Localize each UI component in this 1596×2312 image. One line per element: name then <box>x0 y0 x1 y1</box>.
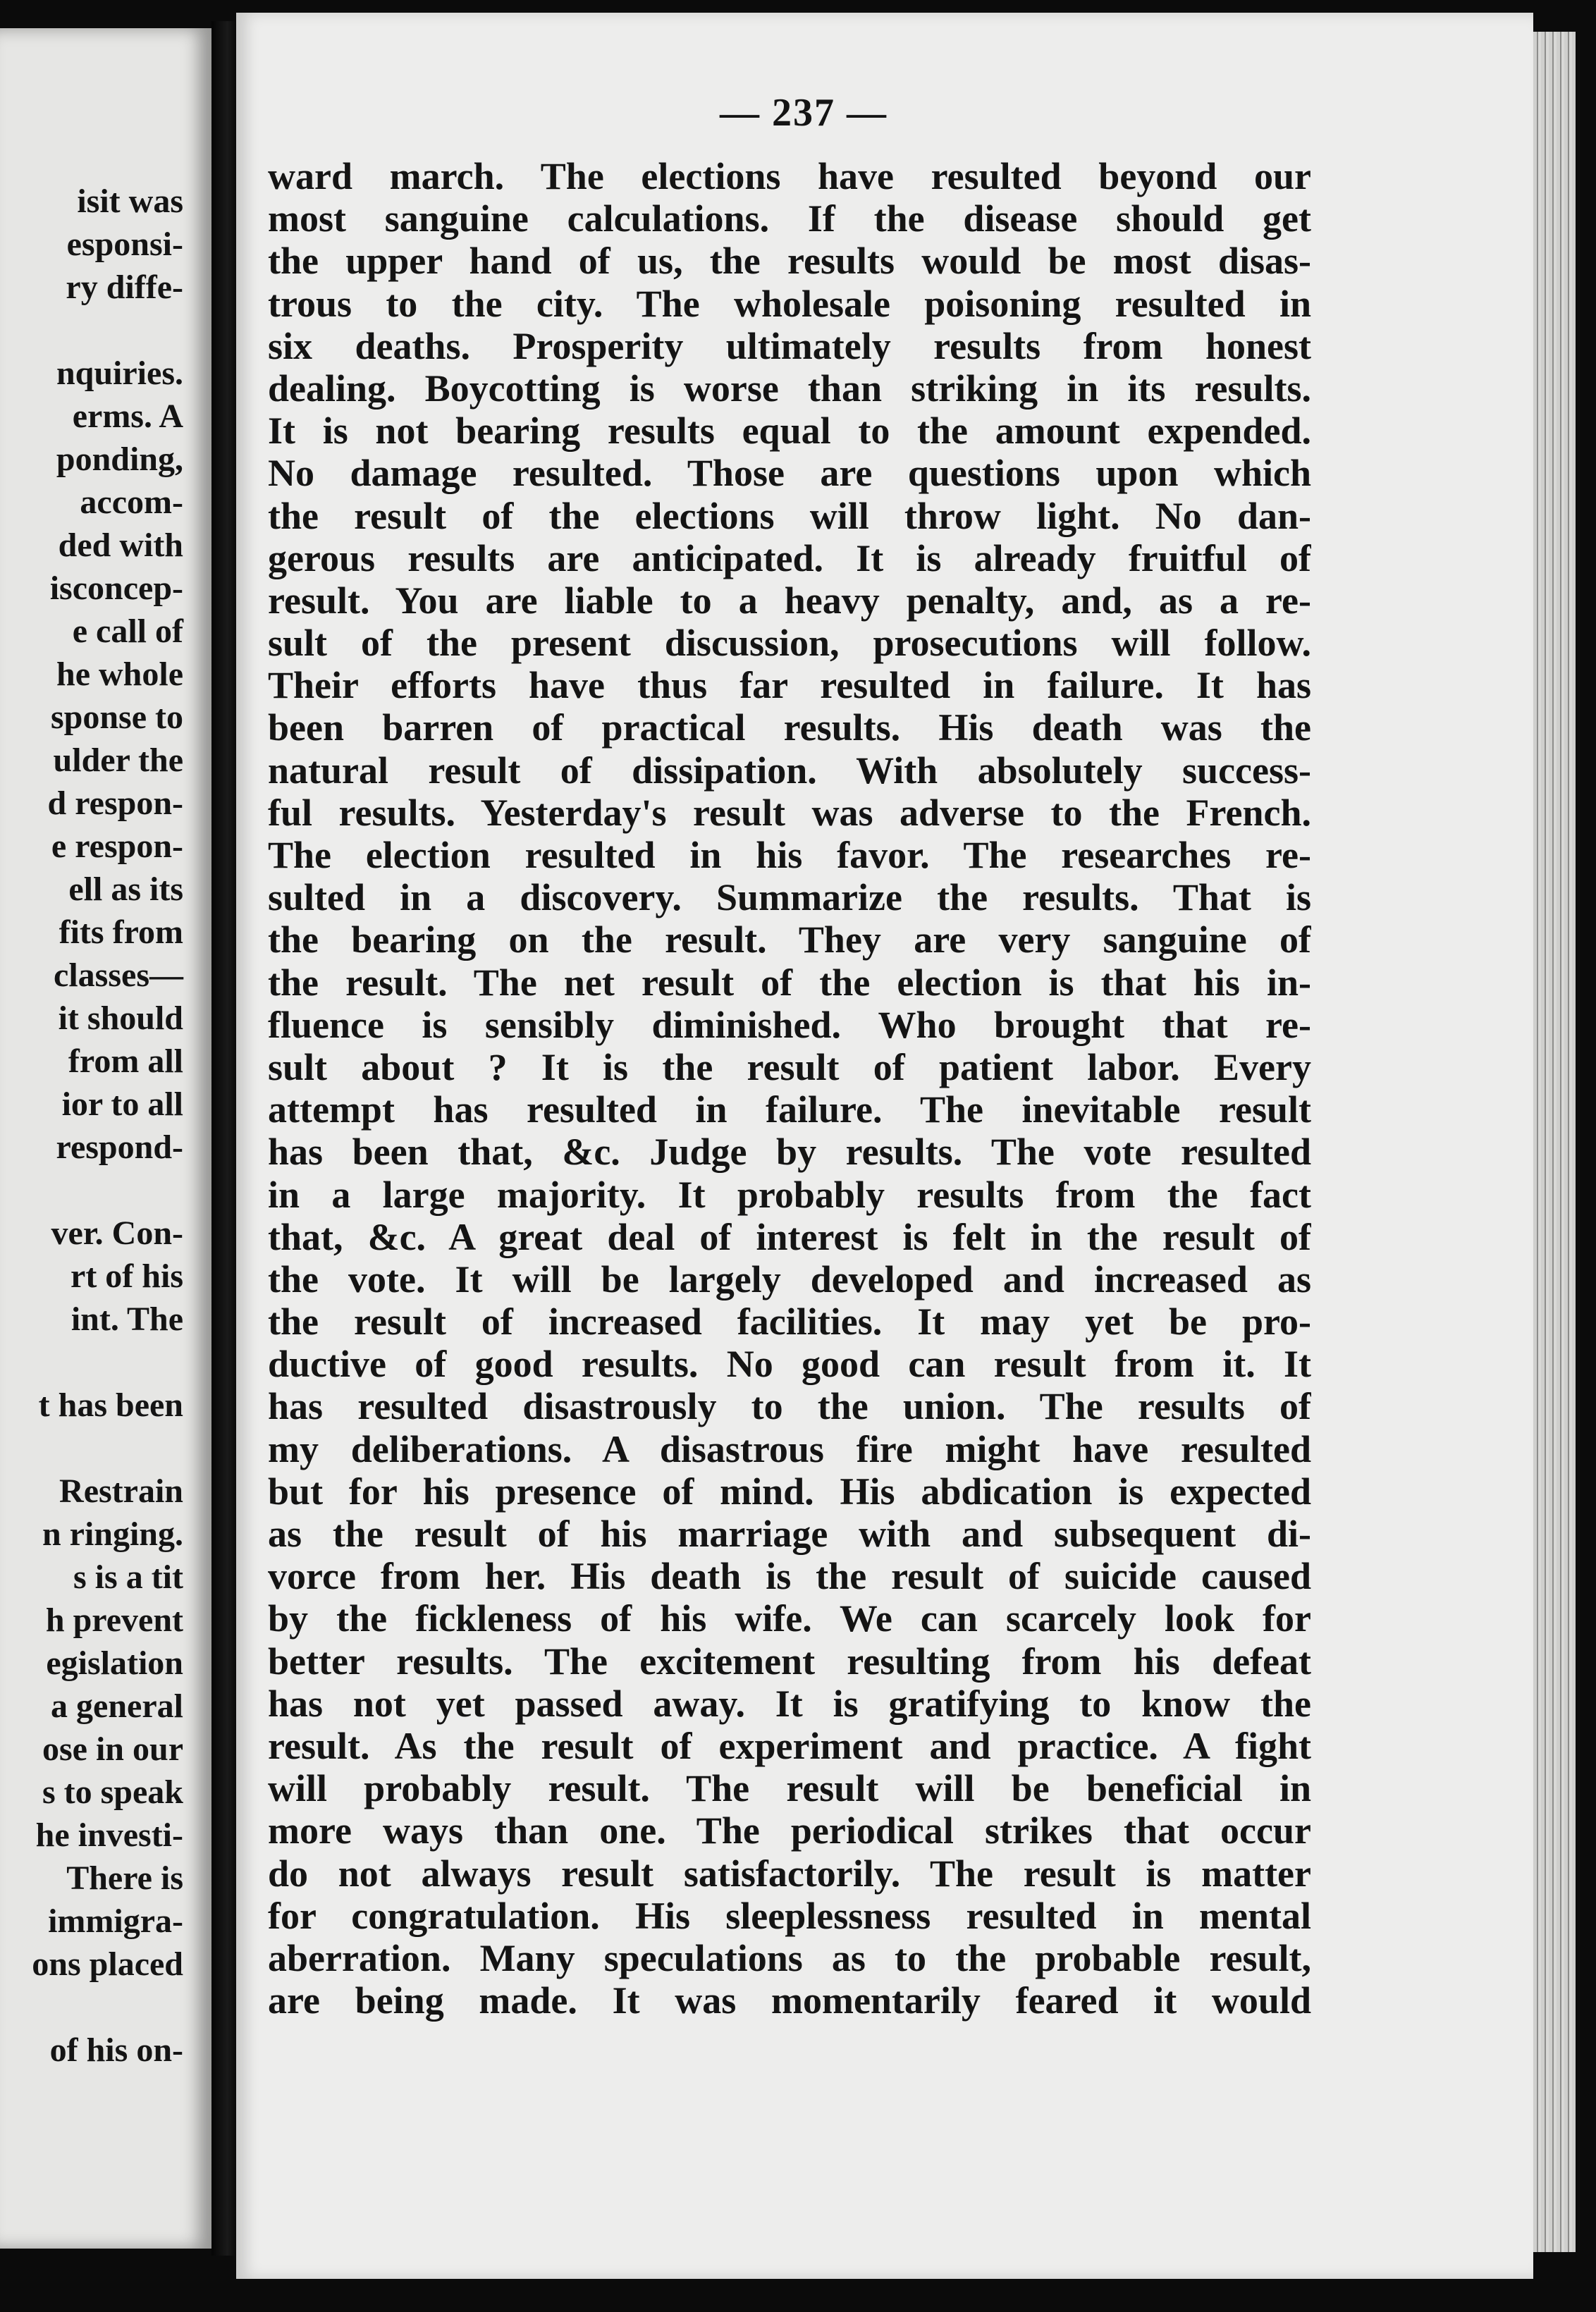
text-line: as the result of his marriage with and subsequent di- <box>268 1513 1311 1555</box>
page-edges <box>1533 32 1576 2252</box>
left-page-line: esponsi- <box>66 226 183 263</box>
left-page-line: ose in our <box>42 1730 183 1768</box>
text-line: ful results. Yesterday's result was adverse to the French. <box>268 791 1311 834</box>
left-page-line: rt of his <box>70 1258 183 1295</box>
text-line: sult of the present discussion, prosecutions will follow. <box>268 622 1311 665</box>
left-page-line: it should <box>58 1000 183 1037</box>
text-line: natural result of dissipation. With absolutely success- <box>268 749 1311 792</box>
text-line: vorce from her. His death is the result of suicide caused <box>268 1555 1311 1598</box>
text-line: the result of increased facilities. It may yet be pro- <box>268 1300 1311 1343</box>
left-page-line: of his on- <box>49 2031 183 2069</box>
left-page-line: s to speak <box>42 1773 183 1811</box>
text-line: in a large majority. It probably results from the fact <box>268 1173 1311 1216</box>
text-line: trous to the city. The wholesale poisoning resulted in <box>268 282 1311 325</box>
text-line: It is not bearing results equal to the amount expended. <box>268 410 1311 453</box>
left-page-line: e call of <box>72 613 183 650</box>
left-page-line <box>0 1986 183 2029</box>
text-line: has not yet passed away. It is gratifying to know the <box>268 1682 1311 1725</box>
text-line: the bearing on the result. They are very sanguine of <box>268 918 1311 961</box>
left-page-line: ded with <box>58 527 183 564</box>
left-page-line: accom- <box>80 484 183 521</box>
text-line: No damage resulted. Those are questions upon which <box>268 452 1311 495</box>
left-page-line: There is <box>66 1859 183 1897</box>
left-page-line: egislation <box>46 1644 183 1682</box>
left-page-line: ior to all <box>61 1086 183 1123</box>
text-line: the vote. It will be largely developed and increased as <box>268 1258 1311 1300</box>
left-page-line: classes— <box>54 957 183 994</box>
left-page-line: Restrain <box>59 1472 183 1510</box>
text-line: result. You are liable to a heavy penalty, and, as a re- <box>268 579 1311 622</box>
text-line: has resulted disastrously to the union. The results of <box>268 1385 1311 1428</box>
left-page-line: h prevent <box>45 1601 183 1639</box>
left-page-line: a general <box>51 1687 183 1725</box>
left-facing-page <box>0 28 211 2249</box>
left-page-line: d respon- <box>47 785 183 822</box>
text-line: sulted in a discovery. Summarize the results. That is <box>268 876 1311 919</box>
text-line: has been that, &c. Judge by results. The vote resulted <box>268 1131 1311 1174</box>
text-line: result. As the result of experiment and practice. A fight <box>268 1724 1311 1767</box>
left-page-line: he whole <box>56 656 183 693</box>
text-line: six deaths. Prosperity ultimately results from honest <box>268 324 1311 367</box>
text-line: ductive of good results. No good can result from it. It <box>268 1343 1311 1386</box>
text-line: do not always result satisfactorily. The result is matter <box>268 1852 1311 1895</box>
left-page-line: ry diffe- <box>66 269 183 306</box>
text-line: better results. The excitement resulting from his defeat <box>268 1640 1311 1683</box>
text-line: my deliberations. A disastrous fire might have resulted <box>268 1427 1311 1470</box>
text-line: by the fickleness of his wife. We can scarcely look for <box>268 1597 1311 1640</box>
page-number: — 237 — <box>720 91 888 135</box>
text-line: more ways than one. The periodical strikes that occur <box>268 1809 1311 1852</box>
left-page-line: isit was <box>77 183 183 220</box>
left-page-line: n ringing. <box>42 1515 183 1553</box>
left-page-line <box>0 1169 183 1212</box>
text-line: the result of the elections will throw light. No dan- <box>268 494 1311 537</box>
left-page-line: ell as its <box>68 871 183 908</box>
body-text <box>268 155 1311 2022</box>
left-page-line <box>0 1427 183 1470</box>
left-page-line: isconcep- <box>49 570 183 607</box>
left-page-line: fits from <box>59 914 183 951</box>
text-line: for congratulation. His sleeplessness resulted in mental <box>268 1894 1311 1937</box>
left-page-line: ulder the <box>53 742 183 779</box>
text-line: Their efforts have thus far resulted in failure. It has <box>268 664 1311 707</box>
text-line: gerous results are anticipated. It is already fruitful of <box>268 536 1311 579</box>
left-page-line: erms. A <box>72 398 183 435</box>
text-line: the result. The net result of the election is that his in- <box>268 961 1311 1004</box>
left-page-line: nquiries. <box>56 355 183 392</box>
text-line: dealing. Boycotting is worse than striking in its results. <box>268 367 1311 410</box>
text-line: ward march. The elections have resulted beyond our <box>268 155 1311 197</box>
text-line: most sanguine calculations. If the disease should get <box>268 197 1311 240</box>
left-page-text <box>0 180 183 2072</box>
left-page-line: ponding, <box>56 441 183 478</box>
left-page-line <box>0 1341 183 1384</box>
left-page-line: t has been <box>38 1386 183 1424</box>
left-page-line: int. The <box>70 1300 183 1338</box>
left-page-line: ver. Con- <box>51 1215 183 1252</box>
left-page-line: ons placed <box>32 1945 183 1983</box>
text-line: the upper hand of us, the results would be most disas- <box>268 240 1311 283</box>
left-page-line: immigra- <box>48 1902 183 1940</box>
left-page-line: sponse to <box>50 699 183 736</box>
text-line: sult about ? It is the result of patient labor. Every <box>268 1045 1311 1088</box>
left-page-line: s is a tit <box>73 1558 183 1596</box>
left-page-line <box>0 309 183 352</box>
text-line: will probably result. The result will be beneficial in <box>268 1767 1311 1810</box>
book-gutter <box>211 21 238 2256</box>
text-line: The election resulted in his favor. The researches re- <box>268 834 1311 876</box>
text-line: aberration. Many speculations as to the probable result, <box>268 1936 1311 1979</box>
text-line: but for his presence of mind. His abdication is expected <box>268 1470 1311 1513</box>
left-page-line: e respon- <box>51 828 183 865</box>
left-page-line: he investi- <box>35 1816 183 1854</box>
text-line: that, &c. A great deal of interest is felt in the result of <box>268 1215 1311 1258</box>
text-line: been barren of practical results. His death was the <box>268 706 1311 749</box>
text-line: attempt has resulted in failure. The inevitable result <box>268 1088 1311 1131</box>
left-page-line: respond- <box>56 1129 183 1166</box>
text-line: fluence is sensibly diminished. Who brought that re- <box>268 1003 1311 1046</box>
left-page-line: from all <box>68 1043 183 1080</box>
text-line: are being made. It was momentarily feared it would <box>268 1979 1311 2022</box>
